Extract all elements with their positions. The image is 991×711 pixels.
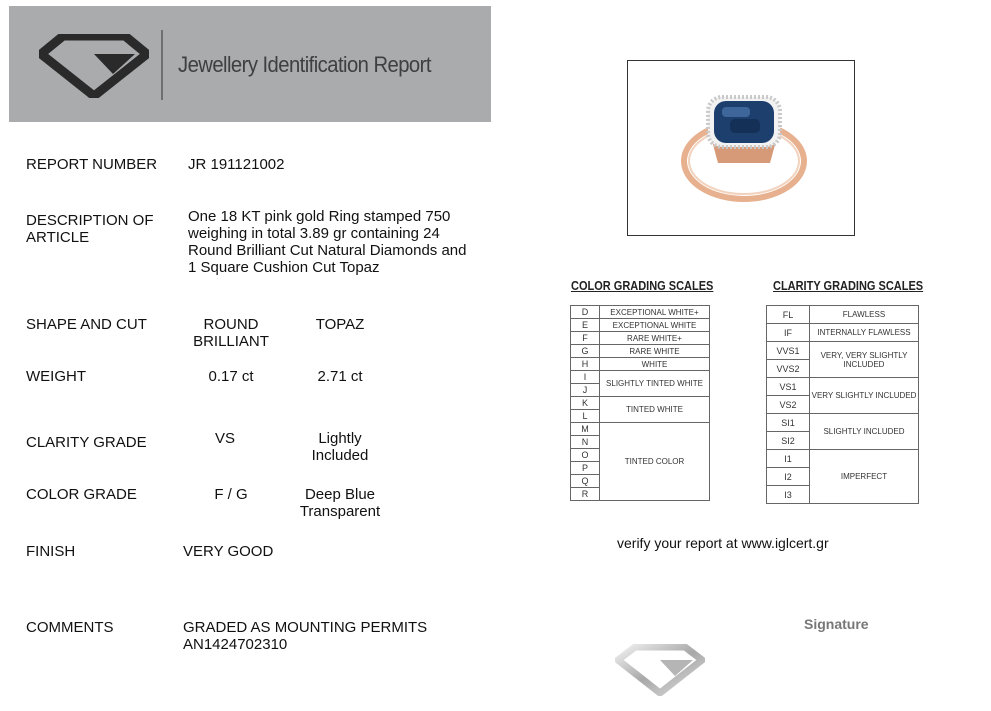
header-divider bbox=[161, 30, 163, 100]
description-label bbox=[26, 212, 154, 246]
comments-value bbox=[183, 619, 427, 653]
shape-cut-diamond-line: BRILLIANT bbox=[193, 333, 269, 350]
comments-line: AN1424702310 bbox=[183, 636, 288, 653]
color-scale-description: TINTED COLOR bbox=[600, 423, 710, 501]
weight-label: WEIGHT bbox=[26, 368, 86, 385]
clarity-scale-description: INTERNALLY FLAWLESS bbox=[810, 324, 919, 342]
shape-cut-diamond bbox=[176, 316, 286, 350]
color-scale-key: P bbox=[571, 462, 600, 475]
clarity-scale-description: SLIGHTLY INCLUDED bbox=[810, 414, 919, 450]
color-grade-topaz-line: Transparent bbox=[299, 503, 381, 520]
description-line: weighing in total 3.89 gr containing 24 bbox=[188, 225, 440, 242]
clarity-scale-description: IMPERFECT bbox=[810, 450, 919, 504]
shape-cut-diamond-line: ROUND bbox=[203, 316, 259, 333]
color-scale-key: O bbox=[571, 449, 600, 462]
color-scale-description: SLIGHTLY TINTED WHITE bbox=[600, 371, 710, 397]
clarity-scale-row bbox=[767, 414, 919, 432]
color-scale-row bbox=[571, 423, 710, 436]
color-scale-key: N bbox=[571, 436, 600, 449]
clarity-scale-row bbox=[767, 378, 919, 396]
finish-value: VERY GOOD bbox=[183, 543, 274, 560]
color-scale-description: RARE WHITE bbox=[600, 345, 710, 358]
clarity-scale-key: I2 bbox=[767, 468, 810, 486]
clarity-scale-key: I1 bbox=[767, 450, 810, 468]
clarity-scale-row bbox=[767, 324, 919, 342]
ring-photo-icon bbox=[628, 61, 854, 235]
clarity-scale-title: CLARITY GRADING SCALES bbox=[773, 279, 924, 293]
color-scale-description: EXCEPTIONAL WHITE bbox=[600, 319, 710, 332]
color-scale-key: L bbox=[571, 410, 600, 423]
shape-cut-label: SHAPE AND CUT bbox=[26, 316, 147, 333]
description-label-line: ARTICLE bbox=[26, 229, 90, 246]
color-scale-key: K bbox=[571, 397, 600, 410]
clarity-scale-key: SI1 bbox=[767, 414, 810, 432]
clarity-grade-label: CLARITY GRADE bbox=[26, 434, 147, 451]
color-grading-table bbox=[570, 305, 710, 501]
color-scale-description: EXCEPTIONAL WHITE+ bbox=[600, 306, 710, 319]
color-scale-row bbox=[571, 306, 710, 319]
weight-diamond: 0.17 ct bbox=[208, 368, 254, 385]
color-scale-key: M bbox=[571, 423, 600, 436]
color-scale-row bbox=[571, 319, 710, 332]
color-scale-key: H bbox=[571, 358, 600, 371]
clarity-grade-diamond: VS bbox=[214, 430, 235, 447]
report-header bbox=[9, 6, 491, 122]
clarity-scale-row bbox=[767, 342, 919, 360]
color-scale-key: E bbox=[571, 319, 600, 332]
ring-photo bbox=[627, 60, 855, 236]
description-line: One 18 KT pink gold Ring stamped 750 bbox=[188, 208, 451, 225]
clarity-scale-row bbox=[767, 306, 919, 324]
shape-cut-topaz: TOPAZ bbox=[315, 316, 365, 333]
clarity-scale-key: VVS1 bbox=[767, 342, 810, 360]
clarity-scale-description: VERY, VERY SLIGHTLY INCLUDED bbox=[810, 342, 919, 378]
color-grade-topaz bbox=[285, 486, 395, 520]
clarity-scale-key: FL bbox=[767, 306, 810, 324]
finish-label: FINISH bbox=[26, 543, 76, 560]
report-number-value: JR 191121002 bbox=[188, 156, 285, 173]
silver-gem-logo-icon bbox=[615, 644, 705, 696]
clarity-grade-topaz-line: Lightly bbox=[318, 430, 362, 447]
description-label-line: DESCRIPTION OF bbox=[26, 212, 154, 229]
color-scale-key: R bbox=[571, 488, 600, 501]
color-grade-topaz-line: Deep Blue bbox=[304, 486, 376, 503]
color-scale-row bbox=[571, 371, 710, 384]
clarity-scale-description: FLAWLESS bbox=[810, 306, 919, 324]
color-scale-row bbox=[571, 345, 710, 358]
clarity-grading-table bbox=[766, 305, 919, 504]
report-number-label: REPORT NUMBER bbox=[26, 156, 158, 173]
color-scale-description: WHITE bbox=[600, 358, 710, 371]
clarity-grade-topaz bbox=[290, 430, 390, 464]
color-scale-row bbox=[571, 397, 710, 410]
comments-label: COMMENTS bbox=[26, 619, 114, 636]
color-scale-key: J bbox=[571, 384, 600, 397]
description-line: Round Brilliant Cut Natural Diamonds and bbox=[188, 242, 467, 259]
clarity-scale-key: VVS2 bbox=[767, 360, 810, 378]
clarity-scale-key: IF bbox=[767, 324, 810, 342]
weight-topaz: 2.71 ct bbox=[317, 368, 363, 385]
comments-line: GRADED AS MOUNTING PERMITS bbox=[183, 619, 428, 636]
clarity-scale-key: SI2 bbox=[767, 432, 810, 450]
verify-link-text: verify your report at www.iglcert.gr bbox=[617, 535, 829, 551]
color-scale-row bbox=[571, 358, 710, 371]
clarity-scale-key: I3 bbox=[767, 486, 810, 504]
color-scale-key: G bbox=[571, 345, 600, 358]
clarity-scale-row bbox=[767, 450, 919, 468]
color-scale-title: COLOR GRADING SCALES bbox=[571, 279, 714, 293]
color-grade-diamond: F / G bbox=[214, 486, 248, 503]
clarity-scale-key: VS1 bbox=[767, 378, 810, 396]
color-scale-key: F bbox=[571, 332, 600, 345]
color-scale-description: RARE WHITE+ bbox=[600, 332, 710, 345]
report-title: Jewellery Identification Report bbox=[178, 52, 431, 77]
description-value bbox=[188, 208, 466, 276]
color-scale-row bbox=[571, 332, 710, 345]
gem-g-logo-icon bbox=[39, 34, 149, 98]
clarity-grade-topaz-line: Included bbox=[311, 447, 369, 464]
color-scale-description: TINTED WHITE bbox=[600, 397, 710, 423]
signature-label: Signature bbox=[804, 616, 869, 632]
clarity-scale-key: VS2 bbox=[767, 396, 810, 414]
color-scale-key: D bbox=[571, 306, 600, 319]
color-scale-key: I bbox=[571, 371, 600, 384]
description-line: 1 Square Cushion Cut Topaz bbox=[188, 259, 380, 276]
color-grade-label: COLOR GRADE bbox=[26, 486, 137, 503]
clarity-scale-description: VERY SLIGHTLY INCLUDED bbox=[810, 378, 919, 414]
color-scale-key: Q bbox=[571, 475, 600, 488]
